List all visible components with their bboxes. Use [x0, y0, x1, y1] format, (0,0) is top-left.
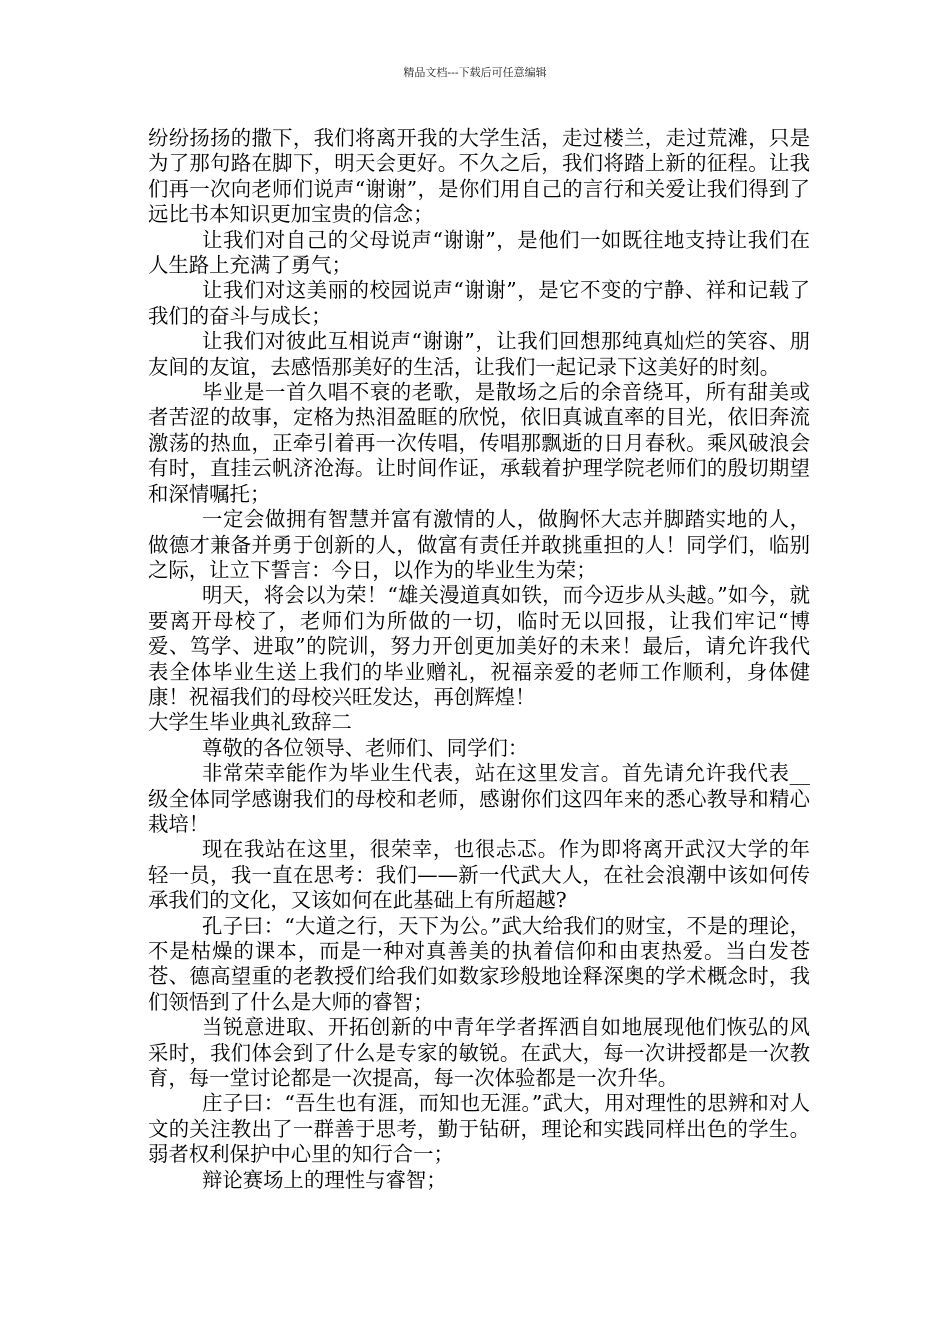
paragraph: 让我们对彼此互相说声“谢谢”，让我们回想那纯真灿烂的笑容、朋友间的友谊，去感悟那美好的生活，让我们一起记录下这美好的时刻。	[148, 329, 810, 379]
paragraph: 让我们对自己的父母说声“谢谢”，是他们一如既往地支持让我们在人生路上充满了勇气；	[148, 227, 810, 278]
paragraph: 纷纷扬扬的撒下，我们将离开我的大学生活，走过楼兰，走过荒滩，只是为了那句路在脚下，明天会更好。不久之后，我们将踏上新的征程。让我们再一次向老师们说声“谢谢”，是你们用自己的言行和关爱让我们得到了远比书本知识更加宝贵的信念；	[148, 126, 810, 227]
section-title: 大学生毕业典礼致辞二	[148, 710, 352, 735]
paragraph: 孔子曰：“大道之行，天下为公。”武大给我们的财宝，不是的理论，不是枯燥的课本，而是一种对真善美的执着信仰和由衷热爱。当白发苍苍、德高望重的老教授们给我们如数家珍般地诠释深奥的学术概念时，我们领悟到了什么是大师的睿智；	[148, 913, 810, 1014]
paragraph: 一定会做拥有智慧并富有激情的人，做胸怀大志并脚踏实地的人，做德才兼备并勇于创新的人，做富有责任并敢挑重担的人！同学们，临别之际，让立下誓言：今日，以作为的毕业生为荣；	[148, 507, 810, 582]
paragraph: 辩论赛场上的理性与睿智；	[202, 1167, 447, 1192]
paragraph: 非常荣幸能作为毕业生代表，站在这里发言。首先请允许我代表__级全体同学感谢我们的母校和老师，感谢你们这四年来的悉心教导和精心栽培！	[148, 761, 810, 836]
page-header: 精品文档---下载后可任意编辑	[403, 66, 547, 79]
salutation: 尊敬的各位领导、老师们、同学们：	[202, 735, 529, 760]
paragraph: 当锐意进取、开拓创新的中青年学者挥洒自如地展现他们恢弘的风采时，我们体会到了什么是专家的敏锐。在武大，每一次讲授都是一次教育，每一堂讨论都是一次提高，每一次体验都是一次升华。	[148, 1015, 810, 1091]
paragraph: 明天，将会以为荣！“雄关漫道真如铁，而今迈步从头越。”如今，就要离开母校了，老师们为所做的一切，临时无以回报，让我们牢记“博爱、笃学、进取”的院训，努力开创更加美好的未来！最后，请允许我代表全体毕业生送上我们的毕业赠礼，祝福亲爱的老师工作顺利，身体健康！祝福我们的母校兴旺发达，再创辉煌！	[148, 583, 810, 709]
paragraph: 让我们对这美丽的校园说声“谢谢”，是它不变的宁静、祥和记载了我们的奋斗与成长；	[148, 278, 810, 328]
document-body	[148, 126, 810, 1193]
paragraph: 现在我站在这里，很荣幸，也很忐忑。作为即将离开武汉大学的年轻一员，我一直在思考：我们——新一代武大人，在社会浪潮中该如何传承我们的文化，又该如何在此基础上有所超越?	[148, 837, 810, 913]
paragraph: 庄子曰：“吾生也有涯，而知也无涯。”武大，用对理性的思辨和对人文的关注教出了一群善于思考，勤于钻研，理论和实践同样出色的学生。弱者权利保护中心里的知行合一；	[148, 1091, 810, 1167]
paragraph: 毕业是一首久唱不衰的老歌，是散场之后的余音绕耳，所有甜美或者苦涩的故事，定格为热泪盈眶的欣悦，依旧真诚直率的目光，依旧奔流激荡的热血，正牵引着再一次传唱，传唱那飘逝的日月春秋。乘风破浪会有时，直挂云帆济沧海。让时间作证，承载着护理学院老师们的殷切期望和深情嘱托；	[148, 380, 810, 506]
